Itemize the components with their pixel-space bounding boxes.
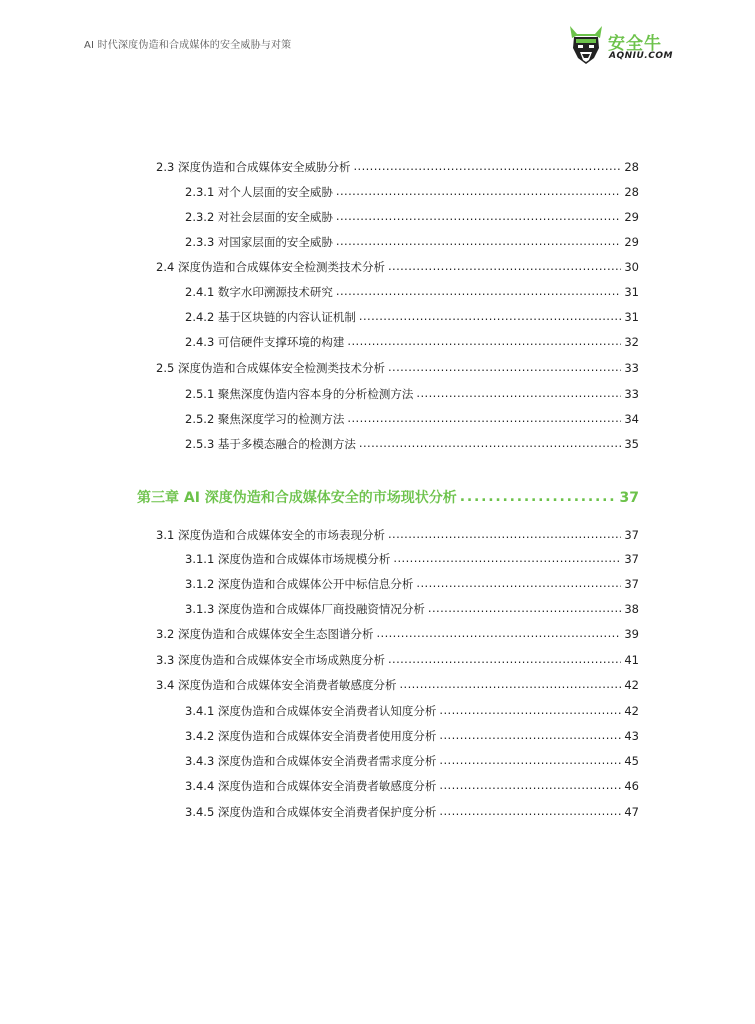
toc-entry[interactable]: [185, 209, 639, 227]
toc-page-number: 42: [624, 704, 639, 718]
toc-leader-dots: [416, 576, 621, 590]
toc-entry-text: 对个人层面的安全威胁: [217, 185, 333, 199]
toc-page-number: 47: [624, 805, 639, 819]
toc-entry-title: [185, 234, 333, 250]
toc-entry[interactable]: [185, 703, 639, 721]
toc-entry[interactable]: [185, 576, 639, 594]
toc-entry-text: 数字水印溯源技术研究: [217, 285, 333, 299]
toc-entry-number: 3.4.3: [185, 754, 215, 768]
toc-entry-number: 3.4: [156, 678, 175, 692]
toc-entry-title: [185, 778, 436, 794]
toc-entry-text: 深度伪造和合成媒体安全检测类技术分析: [177, 260, 385, 274]
toc-entry-title: [185, 753, 436, 769]
toc-leader-dots: [439, 778, 621, 792]
toc-entry-number: 2.5.2: [185, 412, 215, 426]
toc-entry[interactable]: [185, 804, 639, 822]
toc-leader-dots: [388, 360, 621, 374]
toc-entry[interactable]: [185, 551, 639, 569]
toc-leader-dots: [336, 184, 621, 198]
toc-leader-dots: [336, 234, 621, 248]
toc-page-number: 38: [624, 602, 639, 616]
toc-leader-dots: [336, 284, 621, 298]
toc-entry-text: 深度伪造和合成媒体公开中标信息分析: [217, 577, 414, 591]
toc-entry[interactable]: [185, 334, 639, 352]
toc-page-number: 29: [624, 235, 639, 249]
toc-page-number: 31: [624, 285, 639, 299]
toc-page-number: 31: [624, 310, 639, 324]
toc-entry-number: 3.3: [156, 653, 175, 667]
toc-entry-title: [156, 360, 385, 376]
toc-entry[interactable]: [185, 309, 639, 327]
toc-page-number: 37: [619, 490, 639, 506]
toc-entry-number: 3.1.2: [185, 577, 215, 591]
toc-entry[interactable]: [185, 436, 639, 454]
toc-page-number: 35: [624, 437, 639, 451]
toc-leader-dots: [393, 551, 621, 565]
toc-entry[interactable]: [185, 753, 639, 771]
toc-entry-title: [185, 728, 436, 744]
toc-entry[interactable]: [185, 411, 639, 429]
toc-leader-dots: [428, 601, 621, 615]
toc-page-number: 41: [624, 653, 639, 667]
toc-entry[interactable]: [156, 159, 639, 177]
toc-leader-dots: [359, 309, 621, 323]
toc-entry-title: [156, 259, 385, 275]
toc-entry-title: [185, 804, 436, 820]
toc-entry-text: 深度伪造和合成媒体安全生态图谱分析: [177, 627, 374, 641]
toc-leader-dots: [353, 159, 621, 173]
toc-entry-number: 3.1: [156, 528, 175, 542]
toc-entry-number: 3.4.4: [185, 779, 215, 793]
toc-entry-text: 聚焦深度伪造内容本身的分析检测方法: [217, 387, 414, 401]
toc-entry-number: 3.1.1: [185, 552, 215, 566]
toc-entry-text: 深度伪造和合成媒体安全消费者敏感度分析: [217, 779, 437, 793]
toc-entry[interactable]: [156, 360, 639, 378]
toc-entry-number: 2.3.3: [185, 235, 215, 249]
toc-entry-text: 对国家层面的安全威胁: [217, 235, 333, 249]
toc-entry-text: 深度伪造和合成媒体厂商投融资情况分析: [217, 602, 425, 616]
toc-page-number: 43: [624, 729, 639, 743]
toc-entry[interactable]: [185, 284, 639, 302]
toc-entry[interactable]: [156, 626, 639, 644]
toc-entry-number: 3.4.1: [185, 704, 215, 718]
toc-page-number: 30: [624, 260, 639, 274]
toc-entry-title: [185, 334, 344, 350]
toc-entry-number: 2.3.1: [185, 185, 215, 199]
toc-entry[interactable]: [185, 386, 639, 404]
toc-entry-text: 基于区块链的内容认证机制: [217, 310, 356, 324]
toc-entry-title: [156, 159, 350, 175]
toc-page-number: 34: [624, 412, 639, 426]
toc-entry-text: 基于多模态融合的检测方法: [217, 437, 356, 451]
toc-entry-text: 深度伪造和合成媒体安全的市场表现分析: [177, 528, 385, 542]
toc-entry-number: 2.3: [156, 160, 175, 174]
toc-entry-text: 深度伪造和合成媒体安全检测类技术分析: [177, 361, 385, 375]
toc-entry-text: 对社会层面的安全威胁: [217, 210, 333, 224]
toc-entry[interactable]: [185, 601, 639, 619]
toc-leader-dots: [336, 209, 621, 223]
toc-page-number: 46: [624, 779, 639, 793]
toc-entry-number: 2.5.3: [185, 437, 215, 451]
toc-entry-number: 3.2: [156, 627, 175, 641]
logo-domain: AQNIU.COM: [609, 51, 673, 61]
toc-leader-dots: [388, 259, 621, 273]
toc-entry-title: [185, 576, 413, 592]
toc-entry[interactable]: [156, 652, 639, 670]
toc-leader-dots: [460, 489, 617, 505]
toc-entry-text: 深度伪造和合成媒体安全市场成熟度分析: [177, 653, 385, 667]
toc-entry-title: [156, 677, 396, 693]
toc-entry-title: [185, 436, 356, 452]
toc-entry-text: 深度伪造和合成媒体安全消费者需求度分析: [217, 754, 437, 768]
toc-entry-number: 3.4.5: [185, 805, 215, 819]
toc-entry-text: 深度伪造和合成媒体安全消费者认知度分析: [217, 704, 437, 718]
toc-page-number: 32: [624, 335, 639, 349]
toc-entry-title: [156, 626, 373, 642]
toc-entry-text: 深度伪造和合成媒体安全消费者使用度分析: [217, 729, 437, 743]
toc-page-number: 45: [624, 754, 639, 768]
toc-entry-title: [185, 209, 333, 225]
toc-entry-title: [185, 284, 333, 300]
toc-leader-dots: [439, 703, 621, 717]
toc-leader-dots: [416, 386, 621, 400]
toc-entry[interactable]: [185, 728, 639, 746]
logo-name: 安全牛: [608, 34, 662, 54]
toc-page-number: 42: [624, 678, 639, 692]
toc-entry-text: 深度伪造和合成媒体安全消费者保护度分析: [217, 805, 437, 819]
toc-entry-title: [185, 601, 425, 617]
toc-leader-dots: [439, 728, 621, 742]
toc-leader-dots: [439, 753, 621, 767]
toc-entry-text: 第三章 AI 深度伪造和合成媒体安全的市场现状分析: [137, 490, 457, 506]
toc-entry-title: [185, 703, 436, 719]
toc-entry-number: 2.4.1: [185, 285, 215, 299]
toc-entry-title: [137, 487, 457, 507]
document-running-title: AI 时代深度伪造和合成媒体的安全威胁与对策: [84, 40, 292, 51]
toc-entry-number: 2.4.2: [185, 310, 215, 324]
toc-entry-text: 深度伪造和合成媒体安全消费者敏感度分析: [177, 678, 397, 692]
toc-entry-number: 2.4: [156, 260, 175, 274]
toc-leader-dots: [347, 411, 621, 425]
toc-entry-title: [185, 551, 390, 567]
toc-entry[interactable]: [185, 778, 639, 796]
toc-chapter-entry[interactable]: [137, 487, 639, 507]
toc-entry-number: 2.5.1: [185, 387, 215, 401]
toc-entry-title: [185, 386, 413, 402]
toc-leader-dots: [439, 804, 621, 818]
toc-page-number: 28: [624, 160, 639, 174]
toc-entry-title: [156, 652, 385, 668]
toc-entry[interactable]: [185, 234, 639, 252]
toc-leader-dots: [388, 527, 621, 541]
toc-entry[interactable]: [156, 259, 639, 277]
toc-entry-title: [185, 411, 344, 427]
toc-page-number: 33: [624, 361, 639, 375]
toc-leader-dots: [347, 334, 621, 348]
toc-entry[interactable]: [156, 527, 639, 545]
toc-leader-dots: [399, 677, 621, 691]
toc-page-number: 29: [624, 210, 639, 224]
toc-entry-number: 2.4.3: [185, 335, 215, 349]
toc-entry-title: [156, 527, 385, 543]
toc-entry-text: 深度伪造和合成媒体安全威胁分析: [177, 160, 351, 174]
toc-page-number: 28: [624, 185, 639, 199]
toc-entry-title: [185, 309, 356, 325]
toc-leader-dots: [376, 626, 621, 640]
toc-entry-text: 深度伪造和合成媒体市场规模分析: [217, 552, 391, 566]
toc-entry-number: 2.3.2: [185, 210, 215, 224]
toc-entry-text: 聚焦深度学习的检测方法: [217, 412, 345, 426]
toc-entry-number: 2.5: [156, 361, 175, 375]
toc-entry-title: [185, 184, 333, 200]
toc-entry-number: 3.1.3: [185, 602, 215, 616]
toc-page-number: 37: [624, 528, 639, 542]
toc-page-number: 37: [624, 552, 639, 566]
toc-entry[interactable]: [156, 677, 639, 695]
toc-leader-dots: [359, 436, 621, 450]
toc-entry-number: 3.4.2: [185, 729, 215, 743]
toc-page-number: 39: [624, 627, 639, 641]
toc-entry-text: 可信硬件支撑环境的构建: [217, 335, 345, 349]
toc-entry[interactable]: [185, 184, 639, 202]
toc-page-number: 37: [624, 577, 639, 591]
toc-page-number: 33: [624, 387, 639, 401]
toc-leader-dots: [388, 652, 621, 666]
